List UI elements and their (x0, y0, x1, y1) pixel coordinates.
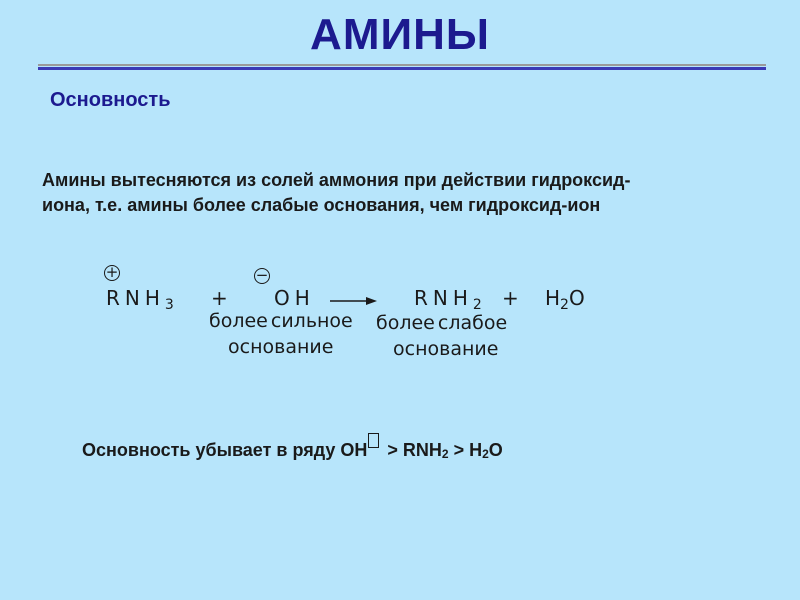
product-h2o-o: O (568, 286, 585, 310)
series-sub-2: 2 (482, 447, 489, 461)
negative-charge-icon: − (255, 266, 269, 284)
paragraph-line-2: иона, т.е. амины более слабые основания, чем гидроксид-ион (42, 195, 601, 215)
missing-glyph-icon (368, 433, 379, 448)
note-right-line-2: основание (393, 338, 499, 360)
note-right-line-1 (376, 314, 507, 333)
series-end: O (488, 440, 503, 460)
series-prefix: Основность убывает в ряду OH (82, 440, 368, 460)
product-h2o (545, 288, 585, 312)
plus-sign-1: + (211, 286, 228, 310)
title-divider-blue (38, 67, 766, 70)
reactant-rnh3 (106, 288, 174, 312)
note-right-word-1: более (376, 312, 435, 334)
note-left-line-2: основание (228, 336, 334, 358)
product-rnh2-main: RNH (414, 286, 473, 310)
product-h2o-h: H (545, 286, 561, 310)
slide-title: АМИНЫ (310, 10, 490, 59)
section-subtitle: Основность (50, 89, 171, 111)
reactant-rnh3-main: RNH (106, 286, 165, 310)
note-right-word-2: слабое (437, 312, 508, 334)
paragraph-line-1: Амины вытесняются из солей аммония при действии гидроксид- (42, 170, 631, 190)
title-divider-grey (38, 64, 766, 66)
product-h2o-subscript: 2 (560, 297, 569, 313)
note-left-line-1 (209, 312, 353, 331)
note-left-word-2: сильное (270, 310, 353, 332)
reactant-rnh3-subscript: 3 (164, 297, 174, 313)
positive-charge-icon: + (105, 263, 119, 281)
product-rnh2 (414, 288, 482, 312)
reactant-oh: OH (274, 286, 315, 310)
product-rnh2-subscript: 2 (472, 297, 482, 313)
note-left-word-1: более (209, 310, 268, 332)
series-sub-1: 2 (441, 447, 449, 461)
reaction-arrow-icon (330, 295, 378, 307)
basicity-series (82, 433, 503, 461)
series-sep-1: > RNH (382, 440, 442, 460)
series-sep-2: > H (448, 440, 483, 460)
explanation-paragraph (42, 168, 782, 218)
plus-sign-2: + (502, 286, 519, 310)
